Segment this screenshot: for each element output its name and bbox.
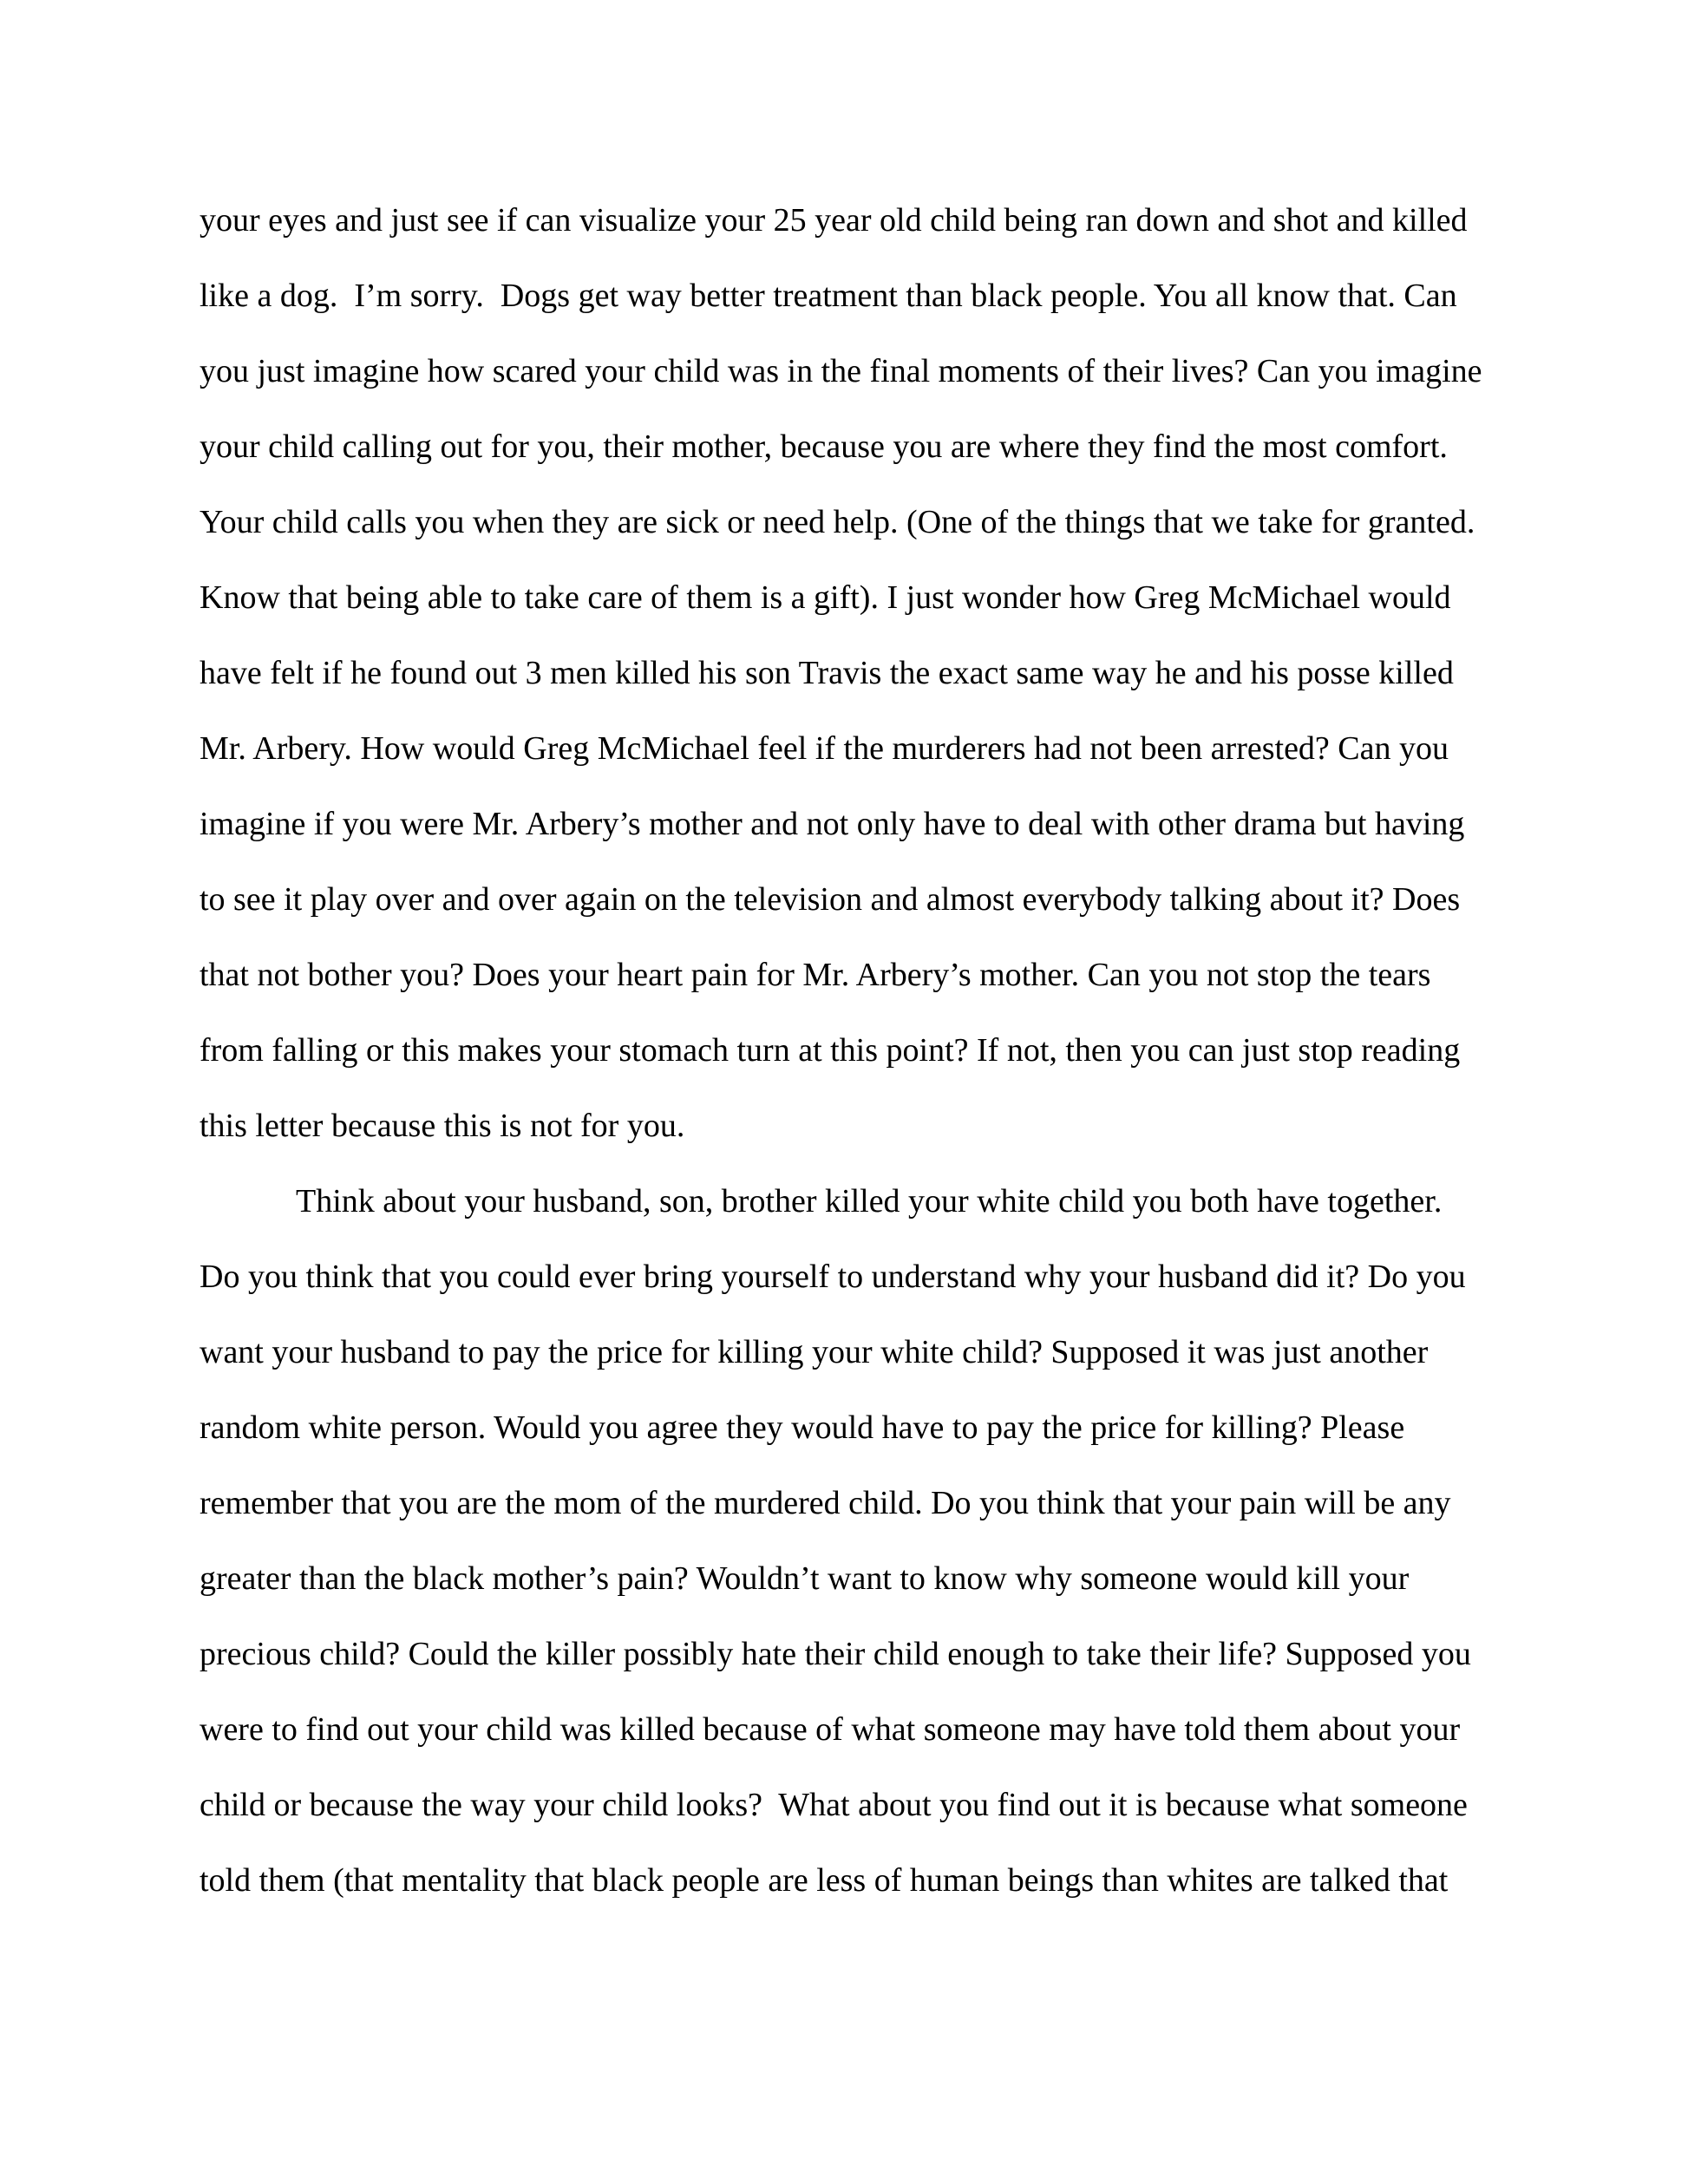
text-line: were to find out your child was killed because of what someone may have told them about your xyxy=(200,1711,1461,1748)
text-line: imagine if you were Mr. Arbery’s mother and not only have to deal with other drama but having xyxy=(200,806,1465,842)
text-line: your eyes and just see if can visualize your 25 year old child being ran down and shot and killed xyxy=(200,202,1468,239)
letter-body xyxy=(200,183,1492,1919)
text-line: want your husband to pay the price for killing your white child? Supposed it was just another xyxy=(200,1334,1429,1370)
text-line: your child calling out for you, their mother, because you are where they find the most comfort. xyxy=(200,428,1448,465)
text-line: you just imagine how scared your child was in the final moments of their lives? Can you imagine xyxy=(200,353,1482,389)
text-line: remember that you are the mom of the murdered child. Do you think that your pain will be any xyxy=(200,1485,1451,1521)
text-line: Know that being able to take care of them is a gift). I just wonder how Greg McMichael would xyxy=(200,579,1451,616)
text-line: Mr. Arbery. How would Greg McMichael feel if the murderers had not been arrested? Can you xyxy=(200,730,1449,767)
text-line: Think about your husband, son, brother killed your white child you both have together. xyxy=(296,1183,1443,1220)
text-line: greater than the black mother’s pain? Wouldn’t want to know why someone would kill your xyxy=(200,1560,1410,1597)
text-line: Your child calls you when they are sick or need help. (One of the things that we take for granted. xyxy=(200,504,1475,540)
text-line: random white person. Would you agree they would have to pay the price for killing? Please xyxy=(200,1409,1405,1446)
text-line: child or because the way your child looks? What about you find out it is because what someone xyxy=(200,1787,1468,1823)
text-line: like a dog. I’m sorry. Dogs get way better treatment than black people. You all know that. Can xyxy=(200,278,1457,314)
text-line: precious child? Could the killer possibly hate their child enough to take their life? Supposed you xyxy=(200,1636,1471,1672)
text-line: this letter because this is not for you. xyxy=(200,1108,685,1144)
text-line: told them (that mentality that black people are less of human beings than whites are talked that xyxy=(200,1862,1449,1899)
text-line: Do you think that you could ever bring yourself to understand why your husband did it? Do you xyxy=(200,1259,1466,1295)
text-line: that not bother you? Does your heart pain for Mr. Arbery’s mother. Can you not stop the tears xyxy=(200,957,1431,993)
text-line: to see it play over and over again on the television and almost everybody talking about it? Does xyxy=(200,881,1461,918)
text-line: have felt if he found out 3 men killed his son Travis the exact same way he and his posse killed xyxy=(200,655,1454,691)
text-line: from falling or this makes your stomach turn at this point? If not, then you can just stop reading xyxy=(200,1032,1461,1069)
